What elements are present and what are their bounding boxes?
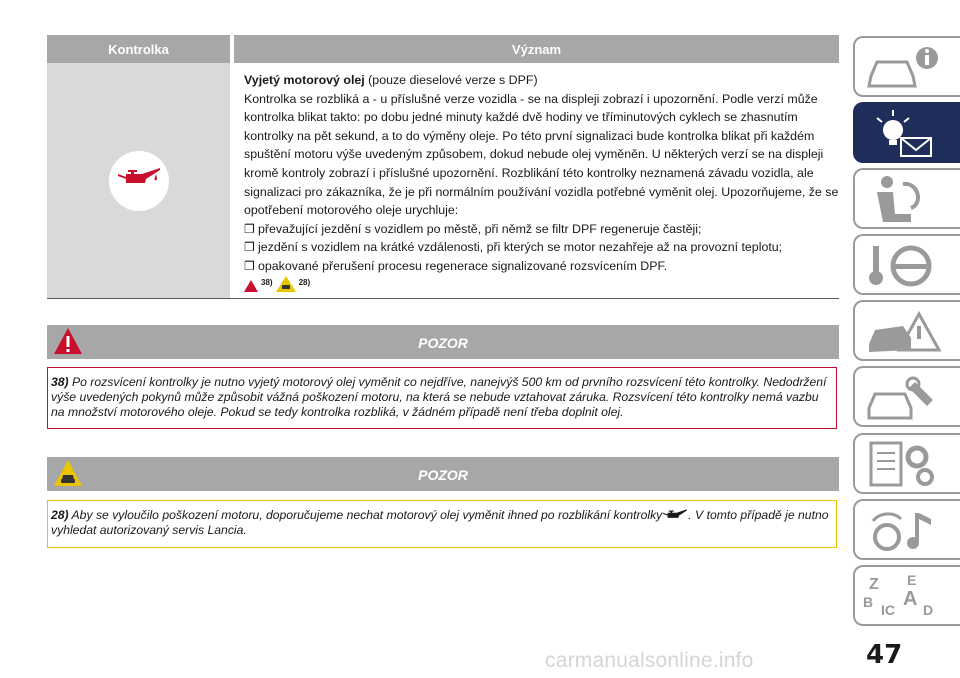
alphabet-index-icon	[863, 571, 943, 623]
warning-text-red: 38) Po rozsvícení kontrolky je nutno vyjetý motorový olej vyměnit co nejdříve, nanejvýš 500 km od prvního rozsvícení této kontrolky. Nedodržení výše uvedených pokynů může způsobit vážná poškození motoru, na která se nebude vztahovat záruka. Rozsvícení této kontrolky nemá vazbu na množství motorového oleje. Pokud se tedy kontrolka rozbliká, v žádném případě není třeba doplnit olej.	[47, 367, 837, 429]
tab-safety[interactable]	[853, 168, 960, 229]
car-warning-icon	[276, 276, 296, 292]
table-header	[47, 35, 839, 63]
page-number: 47	[866, 640, 903, 670]
car-info-icon	[863, 42, 943, 94]
warning-header-yellow	[47, 457, 839, 491]
indicator-title: Vyjetý motorový olej	[244, 73, 365, 87]
checkbox-bullet-icon: ❒	[244, 240, 255, 255]
indicator-description: Kontrolka se rozbliká a - u příslušné verze vozidla - se na displeji zobrazí i upozornění. Podle verzí může kontrolka blikat takto: po dobu jedné minuty každé dvě hodiny ve tříminutových cyklech se zhasnutím kontrolky na pět sekund, a to do výměny oleje. Po této první signalizaci bude kontrolka blikat při každém spuštění motoru výše uvedeným způsobem, dokud nebude olej vyměněn. U některých verzí se na displeji kromě kontroly zobrazí i příslušné upozornění. Rozblikání této kontrolky neznamená závadu vozidla, ale signalizaci pro zákazníka, že je při normálním používání vozidla potřebné vyměnit olej. Upozorňujeme, že se opotřebení motorového oleje urychluje:	[244, 91, 839, 218]
warning-title: POZOR	[418, 335, 468, 351]
indicator-title-note: (pouze dieselové verze s DPF)	[364, 73, 538, 87]
list-item: ❒ převažující jezdění s vozidlem po městě, při němž se filtr DPF regeneruje častěji;	[244, 220, 839, 239]
tab-vehicle-info[interactable]	[853, 36, 960, 97]
car-service-icon	[863, 372, 943, 424]
watermark: carmanualsonline.info	[545, 649, 754, 672]
warning-ref: 38)	[51, 375, 69, 389]
seat-airbag-icon	[863, 174, 943, 226]
tab-dashboard-indicators[interactable]	[853, 102, 960, 163]
indicator-table	[47, 35, 839, 299]
svg-text:E: E	[907, 572, 917, 588]
svg-text:IC: IC	[881, 602, 895, 618]
svg-text:A: A	[903, 588, 918, 610]
header-kontrolka: Kontrolka	[108, 41, 169, 57]
warning-title: POZOR	[418, 467, 468, 483]
svg-text:Z: Z	[869, 576, 879, 593]
warning-triangle-icon	[244, 280, 258, 292]
oil-can-icon	[109, 151, 169, 211]
list-item: ❒ jezdění s vozidlem na krátké vzdálenosti, při kterých se motor nezahřeje až na provozní teplotu;	[244, 238, 839, 257]
key-steering-icon	[863, 240, 943, 292]
header-vyznam: Význam	[230, 35, 839, 63]
tab-index[interactable]	[853, 565, 960, 626]
tab-technical-data[interactable]	[853, 433, 960, 494]
warning-header-red	[47, 325, 839, 359]
svg-text:B: B	[863, 594, 874, 610]
indicator-icon-cell	[47, 63, 230, 298]
tab-emergency[interactable]	[853, 300, 960, 361]
svg-text:D: D	[923, 602, 934, 618]
document-gears-icon	[863, 439, 943, 491]
meaning-cell	[230, 63, 839, 298]
table-row	[47, 63, 839, 299]
checkbox-bullet-icon: ❒	[244, 221, 255, 236]
reference-marks	[244, 274, 839, 293]
tab-maintenance[interactable]	[853, 366, 960, 427]
music-signal-icon	[863, 505, 943, 557]
warning-ref: 28)	[51, 508, 69, 522]
warning-light-icon	[863, 108, 943, 160]
oil-can-icon	[662, 509, 688, 521]
tab-multimedia[interactable]	[853, 499, 960, 560]
warning-text-yellow: 28) Aby se vyloučilo poškození motoru, doporučujeme nechat motorový olej vyměnit ihned po rozblikání kontrolky . V tomto případě je nutno vyhledat autorizovaný servis Lancia.	[47, 500, 837, 548]
tab-starting-driving[interactable]	[853, 234, 960, 295]
ref-38[interactable]: 38)	[261, 277, 273, 287]
list-item: ❒ opakované přerušení procesu regenerace signalizované rozsvícením DPF.	[244, 257, 839, 276]
checkbox-bullet-icon: ❒	[244, 258, 255, 273]
car-emergency-icon	[863, 306, 943, 358]
ref-28[interactable]: 28)	[298, 277, 311, 287]
